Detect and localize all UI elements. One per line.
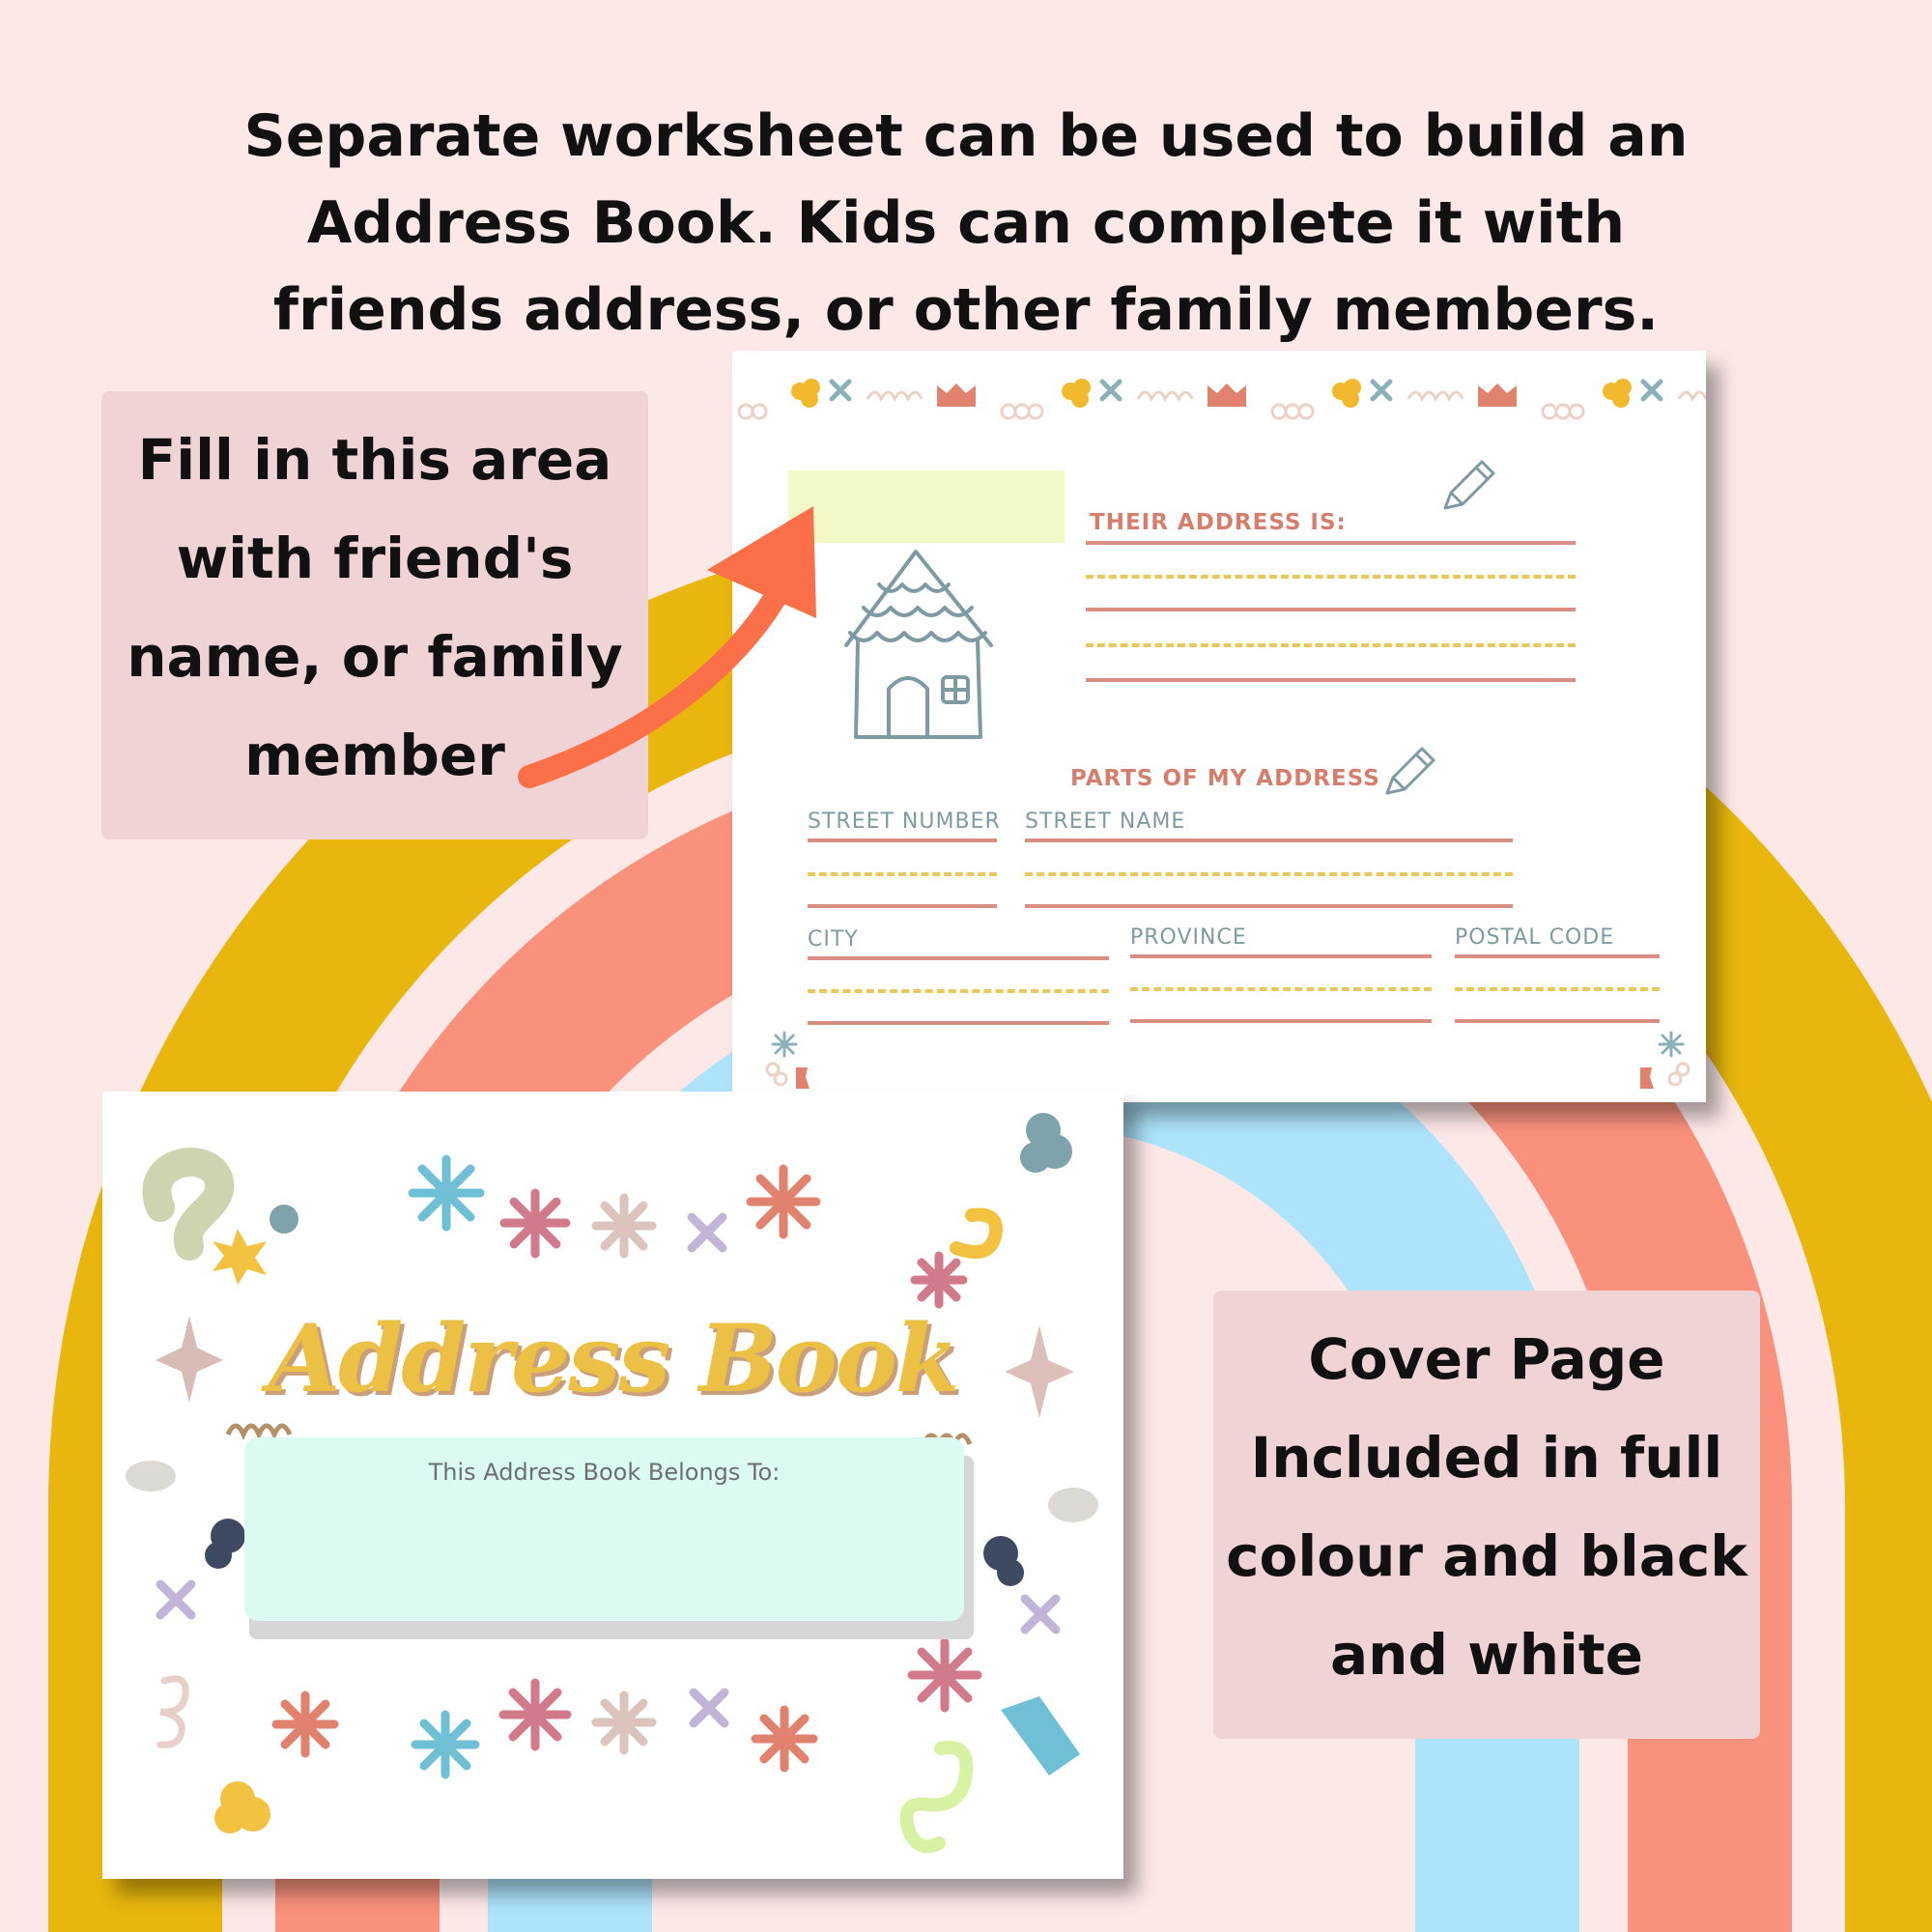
postal-code-line[interactable]: [1455, 954, 1660, 958]
callout-line: member: [244, 723, 505, 788]
owner-name-box[interactable]: [244, 1437, 964, 1621]
province-guide: [1130, 987, 1432, 991]
doodle-corner-left: [761, 1027, 838, 1094]
headline: [193, 93, 1739, 354]
pencil-icon: [1435, 452, 1503, 520]
callout-line: name, or family: [127, 624, 623, 690]
pencil-icon: [1379, 739, 1441, 801]
city-line[interactable]: [808, 1021, 1109, 1025]
street-name-label: STREET NAME: [1025, 810, 1186, 834]
postal-code-label: POSTAL CODE: [1455, 925, 1615, 950]
postal-code-line[interactable]: [1455, 1019, 1660, 1023]
city-line[interactable]: [808, 956, 1109, 960]
their-address-heading: THEIR ADDRESS IS:: [1090, 510, 1347, 535]
street-number-label: STREET NUMBER: [808, 810, 1001, 834]
squiggle-shape: [156, 1162, 219, 1246]
city-label: CITY: [808, 927, 859, 952]
headline-line: friends address, or other family members.: [272, 276, 1660, 344]
house-icon: [840, 544, 1014, 747]
headline-line: Address Book. Kids can complete it with: [306, 189, 1626, 257]
doodle-corner-right: [1621, 1027, 1698, 1094]
address-line[interactable]: [1086, 608, 1576, 611]
cover-title: Address Book: [268, 1304, 958, 1413]
province-line[interactable]: [1130, 954, 1432, 958]
street-number-line[interactable]: [808, 838, 997, 842]
curl-doodle: [228, 1426, 290, 1435]
address-guide-line: [1086, 643, 1576, 647]
address-line[interactable]: [1086, 541, 1576, 545]
callout-line: colour and black: [1226, 1523, 1747, 1589]
doodle-border-top: [732, 351, 1706, 438]
city-guide: [808, 989, 1109, 993]
cover-page-callout: [1213, 1291, 1760, 1739]
fill-area-callout: [101, 391, 648, 839]
street-number-line[interactable]: [808, 904, 997, 908]
owner-label: This Address Book Belongs To:: [428, 1459, 781, 1486]
callout-line: with friend's: [176, 526, 574, 591]
province-line[interactable]: [1130, 1019, 1432, 1023]
street-number-guide: [808, 872, 997, 876]
worksheet-page: [732, 351, 1706, 1102]
street-name-line[interactable]: [1025, 904, 1513, 908]
callout-line: Fill in this area: [137, 427, 612, 493]
sparkle-shape: [213, 1229, 267, 1285]
friend-name-box[interactable]: [788, 470, 1065, 543]
address-guide-line: [1086, 575, 1576, 579]
street-name-guide: [1025, 872, 1513, 876]
parts-of-address-heading: PARTS OF MY ADDRESS: [1070, 766, 1380, 791]
postal-code-guide: [1455, 987, 1660, 991]
callout-line: Cover Page: [1308, 1326, 1665, 1392]
cover-page: [102, 1092, 1123, 1879]
callout-line: and white: [1330, 1622, 1643, 1688]
street-name-line[interactable]: [1025, 838, 1513, 842]
headline-line: Separate worksheet can be used to build an: [243, 102, 1689, 170]
callout-line: Included in full: [1250, 1425, 1723, 1491]
province-label: PROVINCE: [1130, 925, 1247, 950]
address-line[interactable]: [1086, 678, 1576, 682]
